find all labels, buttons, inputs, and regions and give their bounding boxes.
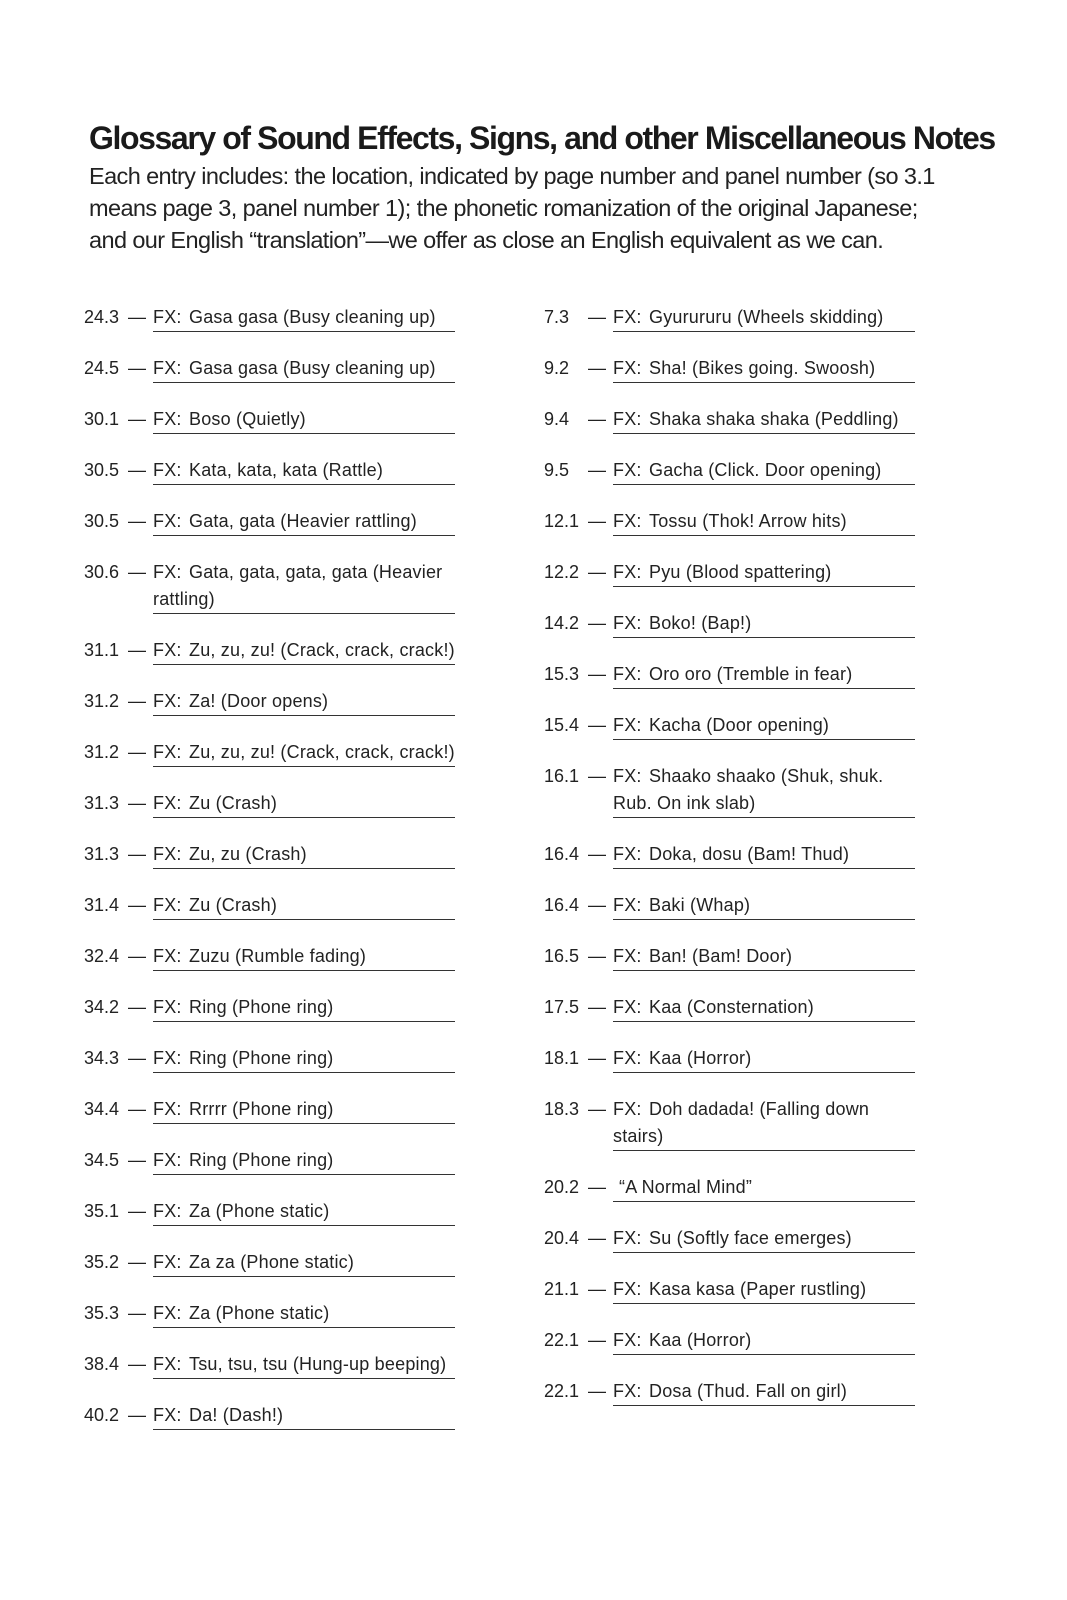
entry-text [153,739,455,767]
entry-fx-prefix: FX: [613,409,642,429]
entry-fx-prefix: FX: [153,1048,182,1068]
entry-location: 31.1 [84,640,120,660]
entry-dash: — [588,664,606,684]
entry-location: 31.3 [84,844,120,864]
entry-dash: — [588,997,606,1017]
entry-text [613,304,915,332]
entry-dash: — [588,766,606,786]
entry-text [153,1300,455,1328]
entry-location: 20.2 [544,1177,580,1197]
entry-text [153,1351,455,1379]
glossary-entry [544,1325,984,1376]
entry-translation: Boso (Quietly) [189,409,306,429]
entry-dash: — [588,1048,606,1068]
entry-fx-prefix: FX: [613,307,642,327]
entry-translation: Doh dadada! (Falling down stairs) [613,1099,870,1146]
glossary-entry [544,608,984,659]
entry-translation: Zu, zu, zu! (Crack, crack, crack!) [189,640,455,660]
entry-location: 21.1 [544,1279,580,1299]
entry-text [153,406,455,434]
glossary-entry [544,1376,984,1427]
entry-location: 35.2 [84,1252,120,1272]
entry-fx-prefix: FX: [153,1150,182,1170]
entry-text [613,610,915,638]
entry-translation: Su (Softly face emerges) [649,1228,852,1248]
entry-translation: Dosa (Thud. Fall on girl) [649,1381,848,1401]
entry-fx-prefix: FX: [153,562,182,582]
glossary-entry [84,941,524,992]
entry-fx-prefix: FX: [153,358,182,378]
entry-dash: — [588,1279,606,1299]
entry-fx-prefix: FX: [613,766,642,786]
entry-dash: — [588,307,606,327]
entry-dash: — [128,562,146,582]
entry-translation: Doka, dosu (Bam! Thud) [649,844,850,864]
entry-translation: Ban! (Bam! Door) [649,946,793,966]
intro-paragraph: Each entry includes: the location, indicated by page number and panel number (so 3.1 means page 3, panel number 1); the phonetic romanization of the original Japanese; and our English “translation”—we offer as close an English equivalent as we can. [89,163,935,253]
entry-location: 12.2 [544,562,580,582]
entry-dash: — [128,409,146,429]
entry-dash: — [588,562,606,582]
entry-dash: — [128,511,146,531]
entry-text [613,841,915,869]
glossary-entry [544,455,984,506]
entry-fx-prefix: FX: [613,1228,642,1248]
entry-dash: — [128,844,146,864]
entry-location: 12.1 [544,511,580,531]
entry-translation: Zu, zu (Crash) [189,844,307,864]
entry-location: 16.1 [544,766,580,786]
entry-text [153,892,455,920]
entry-location: 22.1 [544,1330,580,1350]
entry-dash: — [588,715,606,735]
entry-dash: — [128,1150,146,1170]
entry-fx-prefix: FX: [153,409,182,429]
entry-translation: Oro oro (Tremble in fear) [649,664,853,684]
glossary-entry [84,455,524,506]
entry-fx-prefix: FX: [613,1381,642,1401]
glossary-entry [84,992,524,1043]
entry-translation: Zu (Crash) [189,793,278,813]
glossary-entry [84,1094,524,1145]
entry-fx-prefix: FX: [153,1201,182,1221]
entry-text [153,994,455,1022]
entry-text [613,1045,915,1073]
entry-location: 30.5 [84,460,120,480]
entry-fx-prefix: FX: [613,511,642,531]
entry-text [153,1198,455,1226]
entry-fx-prefix: FX: [613,844,642,864]
glossary-entry [84,353,524,404]
entry-dash: — [128,1201,146,1221]
entry-location: 18.3 [544,1099,580,1119]
entry-text [153,1045,455,1073]
entry-translation: Gacha (Click. Door opening) [649,460,882,480]
entry-fx-prefix: FX: [153,460,182,480]
glossary-entry [544,941,984,992]
entry-text [613,994,915,1022]
entry-location: 9.5 [544,460,570,480]
entry-location: 35.3 [84,1303,120,1323]
entry-dash: — [588,1381,606,1401]
entry-text [613,406,915,434]
entry-dash: — [588,460,606,480]
entry-location: 16.5 [544,946,580,966]
glossary-entry [544,506,984,557]
entry-translation: Kaa (Horror) [649,1330,752,1350]
entry-dash: — [588,1099,606,1119]
entry-dash: — [128,793,146,813]
glossary-entry [84,404,524,455]
entry-fx-prefix: FX: [153,307,182,327]
entry-location: 30.5 [84,511,120,531]
entry-translation: Za! (Door opens) [189,691,329,711]
glossary-entry [544,353,984,404]
entry-location: 31.2 [84,691,120,711]
glossary-entry [544,659,984,710]
entry-text [613,355,915,383]
entry-fx-prefix: FX: [153,895,182,915]
entry-location: 31.3 [84,793,120,813]
entry-text [613,1276,915,1304]
entry-dash: — [128,358,146,378]
entry-dash: — [128,1252,146,1272]
glossary-entry [84,1247,524,1298]
entry-text [613,1174,915,1202]
entry-location: 20.4 [544,1228,580,1248]
entry-fx-prefix: FX: [153,1099,182,1119]
entry-fx-prefix: FX: [613,895,642,915]
entry-text [613,943,915,971]
glossary-entry [544,992,984,1043]
entry-fx-prefix: FX: [613,1048,642,1068]
entry-location: 34.4 [84,1099,120,1119]
entry-text [613,712,915,740]
entry-translation: Za za (Phone static) [189,1252,355,1272]
entry-dash: — [128,1405,146,1425]
entry-text [153,841,455,869]
entry-dash: — [588,613,606,633]
glossary-entry [84,557,524,635]
entry-dash: — [128,640,146,660]
entry-location: 15.4 [544,715,580,735]
entry-fx-prefix: FX: [613,460,642,480]
entry-dash: — [588,511,606,531]
entry-text [613,763,915,818]
entry-translation: Ring (Phone ring) [189,997,334,1017]
entry-fx-prefix: FX: [613,664,642,684]
entry-text [153,637,455,665]
entry-dash: — [128,946,146,966]
entry-location: 32.4 [84,946,120,966]
entry-translation: Gasa gasa (Busy cleaning up) [189,358,436,378]
entry-translation: Kasa kasa (Paper rustling) [649,1279,867,1299]
entry-fx-prefix: FX: [613,1099,642,1119]
entry-translation: Kaa (Horror) [649,1048,752,1068]
glossary-entry [84,839,524,890]
entry-translation: Zu (Crash) [189,895,278,915]
glossary-column-right [544,302,984,1427]
glossary-entry [544,710,984,761]
entry-translation: Zuzu (Rumble fading) [189,946,367,966]
entry-location: 34.5 [84,1150,120,1170]
entry-dash: — [588,946,606,966]
glossary-entry [544,1223,984,1274]
entry-fx-prefix: FX: [613,1279,642,1299]
entry-text [153,457,455,485]
entry-translation: “A Normal Mind” [619,1177,753,1197]
entry-text [613,1225,915,1253]
entry-fx-prefix: FX: [613,946,642,966]
entry-translation: Gyurururu (Wheels skidding) [649,307,884,327]
entry-text [613,508,915,536]
entry-text [153,508,455,536]
entry-fx-prefix: FX: [153,844,182,864]
entry-text [153,1147,455,1175]
entry-text [153,790,455,818]
entry-text [613,559,915,587]
entry-location: 38.4 [84,1354,120,1374]
entry-fx-prefix: FX: [153,997,182,1017]
page-title: Glossary of Sound Effects, Signs, and other Miscellaneous Notes [89,120,995,156]
entry-location: 18.1 [544,1048,580,1068]
entry-text [153,355,455,383]
entry-location: 17.5 [544,997,580,1017]
entry-location: 9.4 [544,409,570,429]
entry-text [153,943,455,971]
entry-dash: — [128,460,146,480]
entry-fx-prefix: FX: [613,715,642,735]
glossary-entry [84,506,524,557]
glossary-entry [84,1196,524,1247]
entry-translation: Za (Phone static) [189,1303,330,1323]
glossary-entry [544,761,984,839]
entry-text [613,1378,915,1406]
entry-text [613,1096,915,1151]
glossary-entry [84,1400,524,1451]
entry-translation: Boko! (Bap!) [649,613,752,633]
entry-translation: Kacha (Door opening) [649,715,830,735]
entry-location: 34.2 [84,997,120,1017]
glossary-entry [544,1094,984,1172]
entry-fx-prefix: FX: [613,358,642,378]
entry-translation: Kaa (Consternation) [649,997,814,1017]
glossary-entry [84,635,524,686]
glossary-entry [544,1172,984,1223]
entry-location: 30.6 [84,562,120,582]
entry-text [613,457,915,485]
glossary-column-left [84,302,524,1451]
entry-dash: — [588,1177,606,1197]
entry-translation: Rrrrr (Phone ring) [189,1099,334,1119]
entry-dash: — [128,1099,146,1119]
entry-text [153,1096,455,1124]
glossary-entry [84,1349,524,1400]
glossary-entry [84,686,524,737]
entry-text [613,1327,915,1355]
entry-fx-prefix: FX: [153,1405,182,1425]
glossary-entry [84,788,524,839]
entry-translation: Shaako shaako (Shuk, shuk. Rub. On ink slab) [613,766,884,813]
entry-translation: Tossu (Thok! Arrow hits) [649,511,847,531]
entry-location: 24.5 [84,358,120,378]
glossary-entry [84,1298,524,1349]
entry-fx-prefix: FX: [153,511,182,531]
entry-dash: — [588,895,606,915]
entry-fx-prefix: FX: [153,946,182,966]
entry-translation: Gata, gata, gata, gata (Heavier rattling) [153,562,443,609]
entry-location: 15.3 [544,664,580,684]
entry-location: 22.1 [544,1381,580,1401]
glossary-entry [544,1274,984,1325]
entry-location: 31.2 [84,742,120,762]
entry-translation: Baki (Whap) [649,895,751,915]
glossary-entry [84,1145,524,1196]
entry-dash: — [128,691,146,711]
entry-fx-prefix: FX: [613,997,642,1017]
entry-text [153,1402,455,1430]
entry-location: 16.4 [544,895,580,915]
entry-dash: — [128,1354,146,1374]
entry-text [613,661,915,689]
entry-fx-prefix: FX: [613,1330,642,1350]
glossary-entry [84,302,524,353]
glossary-entry [544,890,984,941]
entry-translation: Pyu (Blood spattering) [649,562,832,582]
entry-dash: — [588,1228,606,1248]
entry-location: 7.3 [544,307,570,327]
entry-location: 9.2 [544,358,570,378]
entry-fx-prefix: FX: [153,640,182,660]
glossary-entry [84,890,524,941]
glossary-entry [544,302,984,353]
entry-location: 34.3 [84,1048,120,1068]
entry-location: 30.1 [84,409,120,429]
entry-dash: — [128,742,146,762]
entry-translation: Za (Phone static) [189,1201,330,1221]
entry-translation: Kata, kata, kata (Rattle) [189,460,384,480]
entry-translation: Sha! (Bikes going. Swoosh) [649,358,876,378]
entry-location: 24.3 [84,307,120,327]
entry-translation: Ring (Phone ring) [189,1150,334,1170]
entry-text [153,559,455,614]
entry-text [153,1249,455,1277]
entry-translation: Zu, zu, zu! (Crack, crack, crack!) [189,742,455,762]
glossary-entry [544,557,984,608]
entry-dash: — [128,1303,146,1323]
entry-dash: — [128,1048,146,1068]
entry-location: 14.2 [544,613,580,633]
entry-fx-prefix: FX: [613,613,642,633]
entry-location: 35.1 [84,1201,120,1221]
entry-fx-prefix: FX: [613,562,642,582]
entry-translation: Gata, gata (Heavier rattling) [189,511,417,531]
entry-dash: — [588,844,606,864]
entry-dash: — [128,895,146,915]
entry-text [153,688,455,716]
glossary-entry [544,1043,984,1094]
entry-dash: — [588,1330,606,1350]
entry-location: 16.4 [544,844,580,864]
entry-fx-prefix: FX: [153,1252,182,1272]
entry-translation: Gasa gasa (Busy cleaning up) [189,307,436,327]
entry-translation: Ring (Phone ring) [189,1048,334,1068]
entry-fx-prefix: FX: [153,691,182,711]
entry-fx-prefix: FX: [153,1303,182,1323]
entry-location: 40.2 [84,1405,120,1425]
glossary-header [89,118,995,256]
entry-translation: Da! (Dash!) [189,1405,284,1425]
entry-location: 31.4 [84,895,120,915]
entry-dash: — [128,997,146,1017]
entry-text [613,892,915,920]
entry-text [153,304,455,332]
entry-fx-prefix: FX: [153,793,182,813]
glossary-entry [84,1043,524,1094]
entry-dash: — [588,358,606,378]
entry-translation: Shaka shaka shaka (Peddling) [649,409,899,429]
glossary-entry [544,839,984,890]
glossary-entry [84,737,524,788]
entry-fx-prefix: FX: [153,742,182,762]
entry-dash: — [128,307,146,327]
entry-dash: — [588,409,606,429]
entry-translation: Tsu, tsu, tsu (Hung-up beeping) [189,1354,447,1374]
entry-fx-prefix: FX: [153,1354,182,1374]
glossary-entry [544,404,984,455]
